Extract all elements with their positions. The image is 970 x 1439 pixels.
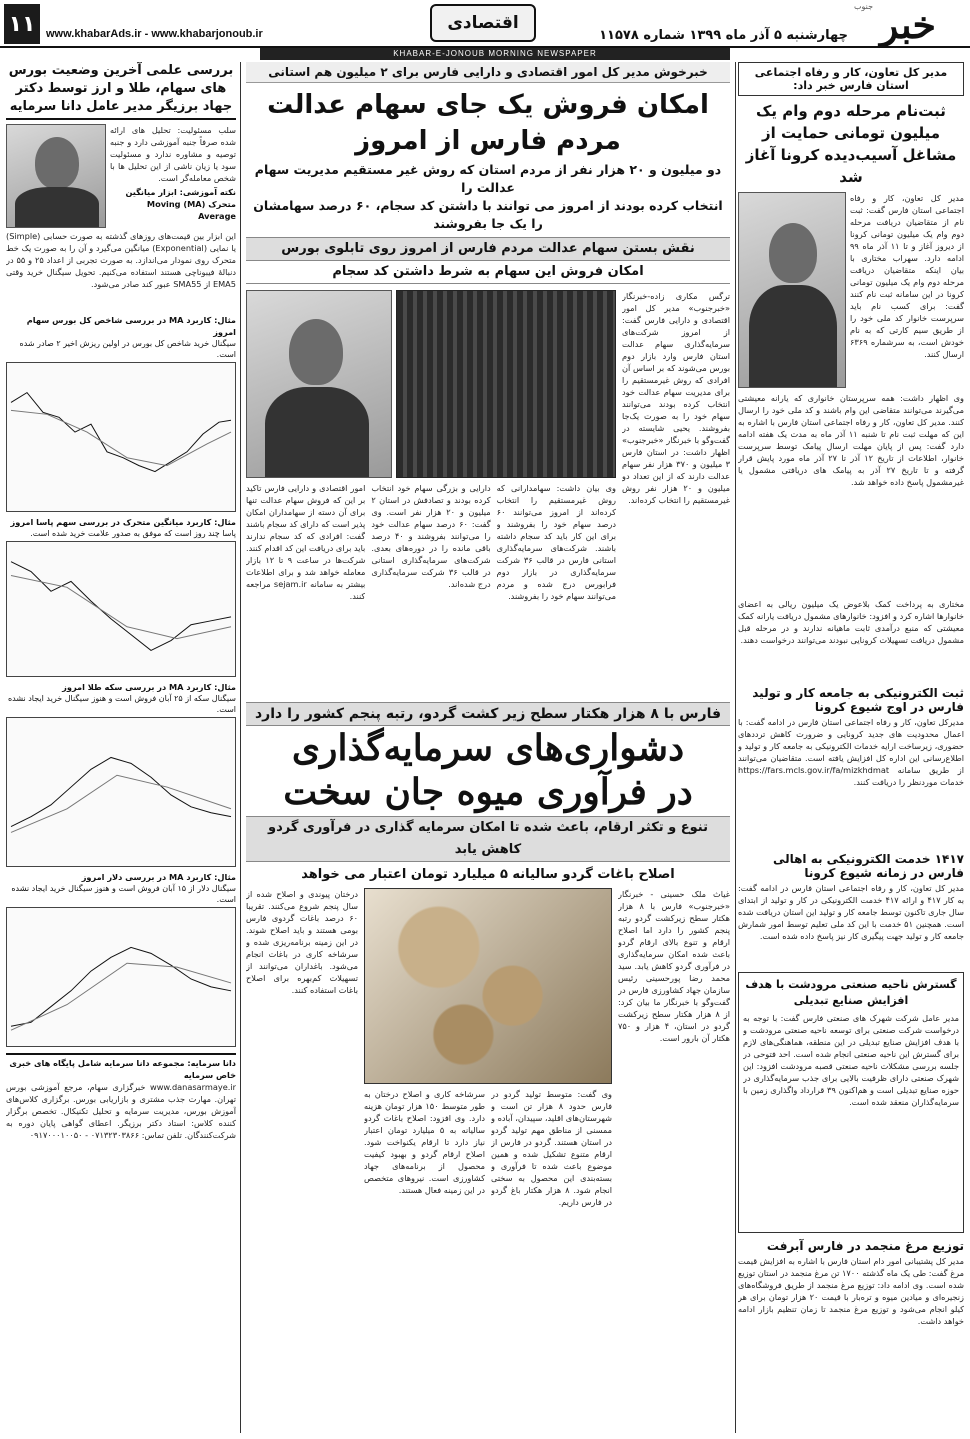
right-body-4: مدیرکل تعاون، کار و رفاه اجتماعی استان فارس در ادامه گفت: با اعمال محدودیت های جدید کرونایی و ضرورت کاهش ترددهای حضوری، زیرساخت ارایه خدمات الکترونیکی به جامعه کار و تولید و اطلاع‌رسانی این اداره کل افزایش یافته است. متقاضیان می‌توانند از طریق سامانه https://fars.mcls.gov.ir/fa/mizkhdmat خدمات موردنظر را دریافت کنند.: [738, 717, 964, 787]
chart3-box: [6, 717, 236, 867]
chart1-note: سیگنال خرید شاخص کل بورس در اولین ریزش اخیر ۲ صادر شده است.: [19, 339, 236, 359]
masthead: [0, 0, 970, 48]
center-band-1: نقش بستن سهام عدالت مردم فارس از امروز روی تابلوی بورس: [246, 237, 730, 261]
photo-body: [749, 285, 837, 388]
chart1-caption: مثال: کاربرد MA در بررسی شاخص کل بورس سهام امروز: [26, 315, 236, 337]
chart4-box: [6, 907, 236, 1047]
column-divider: [735, 62, 736, 1433]
page-number: ۱۱: [4, 4, 40, 44]
center-column: [246, 62, 730, 1433]
industrial-box-title: گسترش ناحیه صنعتی مرودشت با هدف افزایش صنایع تبدیلی: [745, 978, 957, 1007]
right-body-1: مدیر کل تعاون، کار و رفاه اجتماعی استان فارس گفت: ثبت نام از متقاضیان دریافت مرحله دوم وام یک میلیون تومانی کرونا از دیروز آغاز و تا ۱۱ آذر ماه ۹۹ ادامه دارد. سهراب مختاری با بیان اینکه متقاضیان دریافت مرحله دوم وام یک میلیون تومانی کرونا در این سامانه ثبت نام کنند گفت: برای کسب نام باید سرپرست خانوار کد ملی خود را از طریق سیم کارتی که به نام خودش است، به سرشماره ۶۳۶۹ ارسال کنند.: [850, 193, 964, 359]
industrial-zone-box: [738, 972, 964, 1233]
chart2-box: [6, 541, 236, 677]
chart3-caption: مثال: کاربرد MA در بررسی سکه طلا امروز: [62, 682, 236, 692]
right-subhead-2: ۱۴۱۷ خدمت الکترونیکی به اهالی فارس در زمانه شیوع کرونا: [772, 852, 964, 880]
right-subhead-1: ثبت الکترونیکی به جامعه کار و تولید فارس در اوج شیوع کرونا: [752, 686, 964, 714]
walnut-subhead: اصلاح باغات گردو سالیانه ۵ میلیارد تومان اعتبار می خواهد: [301, 867, 675, 882]
logo-text: خبر: [880, 1, 936, 47]
right-kicker: مدیر کل تعاون، کار و رفاه اجتماعی استان فارس خبر داد:: [738, 62, 964, 96]
chart3-ma-line: [11, 775, 231, 832]
dana-ad-body: www.danasarmaye.ir خبرگزاری سهام، مرجع آموزشی بورس تهران. مهارت جذب مشتری و بازاریابی بورس. برگزاری کلاس‌های آموزش بورس، مدیریت سرمایه و تحلیل تکنیکال. تخصص برگزار کننده کلاس: استاد دکتر برزیگر. اعطای گواهی پایان دوره به شرکت‌کنندگان. تلفن تماس: ۰۷۱۳۲۳۰۳۸۶۶ - ۰۹۱۷۰۰۰۱۰۰۵۰: [6, 1082, 236, 1140]
chart1-box: [6, 362, 236, 512]
center-band-4: تنوع و تکثر ارقام، باعث شده تا امکان سرمایه گذاری در فرآوری گردو کاهش یابد: [246, 816, 730, 862]
photo-face: [769, 223, 817, 283]
section-tab: اقتصادی: [430, 4, 536, 42]
right-headline: ثبت‌نام مرحله دوم وام یک میلیون تومانی حمایت از مشاغل آسیب‌دیده کرونا آغاز شد: [745, 102, 957, 186]
chart4-ma-line: [11, 963, 231, 1030]
left-body-1: این ابزار بین قیمت‌های روزهای گذشته به صورت حسابی (Simple) یا نمایی (Exponential) میانگین می‌گیرد و آن را به صورت یک خط متحرک روی نمودار می‌اندازد. به صورت تجربی از اعداد ۲۵ و ۵۵ در دنبالهٔ فیبوناچی هستند استفاده می‌کنیم. تحویل سیگنال خرید وقتی EMA5 از SMA55 عبور کند صادر می‌شود.: [6, 231, 236, 289]
story1-col3: دارایی و بزرگی سهام خود انتخاب کرده بودند و تصادفش در استان ۲ میلیون و ۲۰ هزار نفر است. وی گفت: ۶۰ درصد سهام عدالت خود را می‌توانند بفروشند و ۴۰ درصد باقی مانده را در دوره‌های بعدی. شرکت‌های سرمایه‌گذاری استانی در قالب ۳۶ شرکت سرمایه‌گذاری درج شده‌اند.: [371, 483, 491, 589]
analyst-face: [35, 137, 79, 189]
chart4-caption: مثال: کاربرد MA در بررسی دلار امروز: [81, 872, 236, 882]
walnut-headline-2: در فرآوری میوه جان سخت: [283, 771, 693, 813]
chart2-caption: مثال: کاربرد میانگین متحرک در بررسی سهم پاسا امروز: [10, 517, 236, 527]
story1-col2: وی بیان داشت: سهامدارانی که روش غیرمستقیم را انتخاب کرده‌اند از امروز می‌توانند ۶۰ درصد سهام خود را بفروشند و برای این کار باید کد سجام داشته باشند. شرکت‌های سرمایه‌گذاری استانی فارس در قالب ۳۶ شرکت سرمایه‌گذاری در بازار دوم فرابورس درج شده و مردم می‌توانند سهام خود را بفروشند.: [496, 483, 616, 601]
story1-col4: امور اقتصادی و دارایی فارس تاکید بر این که فروش سهام عدالت تنها برای آن دسته از سهامداران امکان پذیر است که دارای کد سجام باشند گفت: افرادی که کد سجام ندارند باید برای دریافت این کد اقدام کنند. شرکت‌ها در ساعت ۹ تا ۱۲ بازار معامله خواهد شد و برای اطلاعات بیشتر به سامانه sejam.ir مراجعه کنند.: [246, 483, 366, 601]
right-body-2: وی اظهار داشت: همه سرپرستان خانواری که یارانه معیشتی می‌گیرند می‌توانند متقاضی این وام باشند و کد ملی خود را ارسال کنند. مدیر کل تعاون، کار و رفاه اجتماعی استان فارس با اشاره به این که مهلت ثبت نام تا شنبه ۱۱ آذر ماه به مدت یک هفته ادامه دارد گفت: پس از پایان مهلت ارسال پیامک توسط سرپرست خانوار، اطلاعات از تاریخ ۱۲ آذر تا ۲۷ آذر ماه مورد پایش قرار گرفته و تا تاریخ ۲۷ آذر به پیامک های دریافتی مشمول یا غیرمشمول پاسخ داده خواهد شد.: [738, 393, 964, 487]
official-photo: [738, 192, 846, 388]
center-headline: امکان فروش یک جای سهام عدالت مردم فارس از امروز: [267, 90, 709, 156]
walnut-headline-1: دشواری‌های سرمایه‌گذاری: [291, 727, 685, 769]
center-kicker: خبرخوش مدیر کل امور اقتصادی و دارایی فارس برای ۲ میلیون هم استانی: [246, 62, 730, 83]
chart4-price-line: [11, 947, 231, 1026]
director-photo: [246, 290, 392, 478]
chart3-note: سیگنال سکه از ۲۵ آبان فروش است و هنوز سیگنال خرید ایجاد نشده است.: [7, 694, 236, 714]
walnut-photo: [364, 888, 612, 1084]
story2-right: غیاث ملک حسینی - خبرنگار «خبرجنوب» فارس با ۸ هزار هکتار سطح زیرکشت گردو رتبه پنجم کشور را دارد اما اصلاح ارقام و تنوع بالای ارقام گردو باعث شده امکان سرمایه‌گذاری در فرآوری گردو کاهش یابد. سید محمد رضا پورحسینی رئیس سازمان جهاد کشاورزی فارس در گفت‌وگو با خبرنگار ما بیان کرد: از ۸ هزار هکتار سطح زیرکشت گردو در استان، ۴ هزار و ۷۵۰ هکتار آن بارور است.: [618, 889, 730, 1043]
center-band-3: فارس با ۸ هزار هکتار سطح زیر کشت گردو، رتبه پنجم کشور را دارد: [246, 702, 730, 726]
dana-ad-title: دانا سرمایه: مجموعه دانا سرمایه شامل پایگاه های خبری خاص سرمایه: [9, 1058, 236, 1080]
dateline: چهارشنبه ۵ آذر ماه ۱۳۹۹ شماره ۱۱۵۷۸: [599, 28, 848, 43]
story2-mid2: سرشاخه کاری و اصلاح درختان به طور متوسط ۱۵۰ هزار تومان هزینه دارد. وی افزود: اصلاح باغات گردو سالیانه به ۵ میلیارد تومان اعتبار نیاز دارد تا ارقام یکنواخت شود. اصلاح ارقام گردو و بهبود کیفیت محصول از برنامه‌های جهاد کشاورزی است. نیروهای متخصص در این زمینه فعال هستند.: [364, 1089, 485, 1195]
column-divider: [240, 62, 241, 1433]
analyst-photo: [6, 124, 106, 228]
chart3-svg: [7, 718, 235, 866]
right-body-5: مدیر کل تعاون، کار و رفاه اجتماعی استان فارس در ادامه گفت: به کار ۴۱۷ و ارائه ۴۱۷ خدمت الکترونیکی در کار و تولید از ابتدای سال جاری تاکنون توسط جامعه کار و تولید این استان دریافت شده است. همچنین ۵۱ خدمت با این کد ملی تعلیم توسط امور شمارش جامعه کار و تولید جهت پیگیری کار نیز پاسخ داده شده است.: [738, 883, 964, 941]
story2-mid1: وی گفت: متوسط تولید گردو در فارس حدود ۸ هزار تن است و شهرستان‌های اقلید، سپیدان، آباده و ممسنی از مناطق مهم تولید گردو در استان هستند. گردو در فارس از ارقام متنوع تشکیل شده و همین موضوع باعث شده تا فرآوری و بسته‌بندی این محصول به سختی انجام شود. ۸ هزار هکتار باغ گردو در فارس داریم.: [491, 1089, 612, 1207]
chart1-svg: [7, 363, 235, 511]
left-intro: سلب مسئولیت: تحلیل های ارائه شده صرفاً جنبه آموزشی دارد و جنبه توصیه و مشاوره ندارد و مسئولیت سود یا زیان ناشی از این تحلیل ها با شخص معامله‌گر است.: [110, 125, 236, 183]
masthead-subbar: KHABAR-E-JONOUB MORNING NEWSPAPER: [260, 48, 730, 60]
left-headline: بررسی علمی آخرین وضعیت بورس های سهام، طلا و ارز توسط دکتر جهاد برزیگر مدیر عامل دانا سرمایه: [6, 62, 236, 120]
right-body-3: مختاری به پرداخت کمک بلاعوض یک میلیون ریالی به اعضای خانوارها اشاره کرد و افزود: خانوارهای مشمول دریافت یارانه کمک معیشتی که منبع درآمدی ثابت ماهیانه ندارند و در مرحله قبل مشمول دریافت تسهیلات کرونایی نبودند می‌توانند درخواست دهند.: [738, 599, 964, 645]
newspaper-logo[interactable]: [852, 2, 964, 46]
chicken-subhead: توزیع مرغ منجمد در فارس آبرفت: [766, 1239, 964, 1253]
chart2-price-line: [11, 562, 231, 651]
left-sub-1: نکته آموزشی: ابزار میانگین متحرک (MA) Moving Average: [125, 187, 236, 221]
center-band-2: امکان فروش این سهام به شرط داشتن کد سجام: [246, 261, 730, 284]
story1-col1: ترگس مکاری زاده-خبرنگار «خبرجنوب» مدیر کل امور اقتصادی و دارایی فارس گفت: از امروز شرکت‌های سرمایه‌گذاری سهام عدالت استان فارس وارد بازار دوم بورس می‌شوند که بر اساس آن افرادی که روش غیرمستقیم را برای مدیریت سهام عدالت خود انتخاب کرده بودند می‌توانند سهام خود را به صورت یک‌جا بفروشند. یحیی شایسته در گفت‌وگو با خبرنگار «خبرجنوب» اظهار داشت: در استان فارس ۳ میلیون و ۳۷۰ هزار نفر سهام عدالت دارند که از این تعداد دو میلیون و ۲۰ هزار نفر روش غیرمستقیم را انتخاب کرده‌اند.: [622, 291, 730, 505]
right-column: [738, 62, 964, 1433]
chart2-note: پاسا چند روز است که موفق به صدور علامت خرید شده است.: [30, 529, 236, 538]
chart1-price-line: [11, 393, 231, 472]
left-column: [6, 62, 236, 1433]
center-sub-1: دو میلیون و ۲۰ هزار نفر از مردم استان که روش غیر مستقیم مدیریت سهام عدالت را: [254, 162, 722, 195]
chart4-svg: [7, 908, 235, 1046]
chart2-svg: [7, 542, 235, 676]
chart3-price-line: [11, 757, 231, 826]
logo-subtitle: جنوب: [854, 2, 874, 11]
director-body: [265, 387, 369, 478]
director-face: [289, 319, 343, 385]
analyst-body: [15, 187, 99, 228]
stock-market-photo: [396, 290, 616, 478]
center-sub-2: انتخاب کرده بودند از امروز می توانند با داشتن کد سجام، ۶۰ درصد سهامشان را یک جا بفروشند: [253, 198, 723, 231]
chart4-note: سیگنال دلار از ۱۵ آبان فروش است و هنوز سیگنال خرید ایجاد نشده است.: [11, 884, 236, 904]
story2-left: درختان پیوندی و اصلاح شده از سال پنجم شروع می‌کنند. تقریبا ۶۰ درصد باغات گردوی فارس بومی هستند و باید اصلاح شوند. در این زمینه برنامه‌ریزی شده و سرشاخه کاری در باغات انجام می‌شود. باغداران می‌توانند از تسهیلات کم‌بهره برای اصلاح باغات استفاده کنند.: [246, 889, 358, 995]
industrial-box-body: مدیر عامل شرکت شهرک های صنعتی فارس گفت: با توجه به درخواست شرکت صنعتی برای توسعه ناحیه صنعتی مرودشت و با هدف افزایش صنایع تبدیلی در این منطقه، هماهنگی‌های لازم برای گسترش این ناحیه صنعتی انجام شده است. احد فتوحی در جلسه بررسی مشکلات ناحیه صنعتی قصبه مرودشت افزود: این شهرک صنعتی دارای ظرفیت بالایی برای جذب سرمایه‌گذاری در حوزه صنایع تبدیلی است و هم‌اکنون ۳۹ قرارداد واگذاری زمین با سرمایه‌گذاران منعقد شده است.: [743, 1013, 959, 1107]
dana-ad: [6, 1053, 236, 1381]
chicken-body: مدیر کل پشتیبانی امور دام استان فارس با اشاره به افزایش قیمت مرغ گفت: طی یک ماه گذشته ۱۷۰۰ تن مرغ منجمد در استان توزیع شده است. وی ادامه داد: توزیع مرغ منجمد از طریق فروشگاه‌های زنجیره‌ای و میادین میوه و تره‌بار با قیمت ۲۰ هزار تومان برای هر کیلو انجام می‌شود و توزیع مرغ منجمد تا زمان تنظیم بازار ادامه خواهد داشت.: [738, 1256, 964, 1326]
site-urls[interactable]: www.khabarAds.ir - www.khabarjonoub.ir: [46, 28, 263, 40]
